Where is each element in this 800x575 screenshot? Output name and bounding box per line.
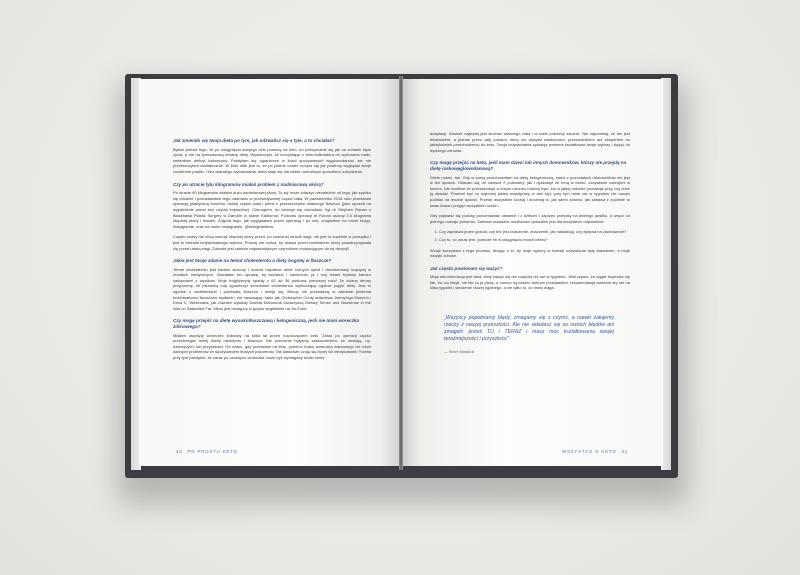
left-page-number: 40 <box>176 449 183 454</box>
quote-author: — Steve Maraboli <box>444 350 475 355</box>
body-paragraph: Często osoby nie chcą usunąć zbędnej skóry przed, po znacznej utracie wagi, nie jest to zupełnie w porządku i jest to kwestia indywidualnego wyboru. Proszę nie rozkoł, by obawa przed nadmiarem skóry powstrzymywała cię przed utratą wagi. Zdrowie jest zawsze najważniejszym czynnikiem motywującym do tej decyzji! <box>173 234 371 251</box>
list-item: 1. Czy zaprasza jeden gościa, czy też jest znaczenie, znaczenie, jak naśladują, czy wpływa na zachowanie? <box>439 229 630 235</box>
section-heading: Czy mogę przejść na keto, jeśli mam dzieci lub innych domowników, którzy nie przejdą na dietę niskowęglowodanową? <box>430 160 627 171</box>
body-paragraph: Temat cholesterolu jest bardzo złożony i można napotkać wiele różnych opinii i dezinformacji krążącej w źródłach medycznych. Zbadałam ten sprawę, by kształcić i zaniechać, ja i mój lekarz byliśmy bardzo zadowoleni z wyników. Moje trójglicerydy spadły z 62 do 36 podczas pierwszej roku! Ze ściany strony przypomnę, że pierwszą rolę ograniczyć sensownie cholesterolu wykluczając ogólnie pojęte diety. Jest to zgodne z nadmieniami i pochwałą tłuszczu i dzieje się. Biorąc nie przesadzaj w zakresie jedzenia krochmaliczno tłuszczów słodkich i nie nasuwając, takie jak Christopher Conty autorstwa Jimmy'ego Moore'a i Erica C. Westmana, jak również wykłady Davida Diamonda towarzyszą Dietary Sense and Nonsense in the War on Saturated Fat. Mimo jest dostępny w języku angielskim na YouTube. <box>173 266 371 311</box>
section-heading: Jak często powinnam się ważyć? <box>430 265 503 271</box>
numbered-list <box>430 229 630 242</box>
section-heading: Jak zmieniło się twoja dieta po tym, jak odzwalisz się a tyle, a to chciałaś? <box>173 138 335 143</box>
quote-text: „Wszyscy popełniamy błędy, zmagamy się z czymś, a nawet żałujemy rzeczy z naszej przeszłości. Ale nie składasz się ze swoich błędów ani zmagań: jesteś TU i TERAZ i masz moc kształtowania swojej teraźniejszości i przyszłości”. <box>444 315 614 343</box>
list-item: 2. Czy to, co zaraz jem, pomoże mi w osiągnięciu moich celów? <box>439 237 630 243</box>
book-gutter <box>399 76 403 470</box>
pull-quote <box>444 315 614 354</box>
left-page <box>139 79 401 466</box>
body-paragraph: Wciąż korzystam z tego procesu, dbając o to, by moje wybory w kwestii odżywiania były świadome, a moje nawyki zdrowe. <box>430 247 630 259</box>
body-paragraph: Moja rekomendacja jest taka: żeby ważyć się nie częściej niż raz w tygodniu. Jeśli często, że ciągle trzymasz się tak, bo oni ulegli, nie tak co ja piszę, a mocno są bardzo dobrym przesłaniem, rekomendacja ważenie się raz na kilka tygodni i śledzenie raczej ogólnego, a nie tylko to, co mówi waga. <box>430 274 630 291</box>
right-page-footer <box>562 449 631 454</box>
right-page-text <box>430 131 630 354</box>
left-running-title: PO PROSTU KETO <box>187 449 238 454</box>
body-paragraph: Po utracie 90 kilogramów miałam dużo nadmiarowej skóry. To się może zdarzyć niezależnie od tego, jak szybko się chudnie i pozostawiłam tego nadmiaru w przewidywanej części ciała. W październiku 2018 roku przeszłam operację plastyczną brzucha, dolnej części ciała i piersi z przeszczepem własnego tłuszczu (jako sposób na wypełnienie piersi bez użycia implantów). Chirurgiem, do którego się zwróciłam, był dr Stephen Ronan z Blackhawk Plastic Surgery w Danville w stanie Kalifornia. Podczas operacji dr Ronan usunął 3,5 kilograma zbędnej skóry i tkanek. Zdjęcia tego, jak wyglądałam przed operacją i po niej, znajdziesz na moim blogu, Instagramie, oraz na moim Instagramie, @ketogirlsisters. <box>173 190 371 229</box>
section-heading: Czy mogę przejść na dietę wysokotłuszczową i ketogeniczną, jeśli nie mam woreczka żółciowego? <box>173 318 360 330</box>
right-running-title: WSZYSTKO O KETO <box>562 449 617 454</box>
section-heading: Jakie jest twoje zdanie na temat cholesterolu a diety bogatej w tłuszcze? <box>173 258 332 264</box>
body-paragraph: Byłam pewna tego, że po osiągnięciu swojego celu porzucę na keto, bo potrzymanie się jak na zmianie stylu życia, a nie na tymczasową zmianę diety. Wystarczyło, że korzystając z keto-kalkulatora do wyliczania makr, zmieniłam deficyt kaloryczny. Pozbyłam się ograniczeń w ilości spożywanych węglowodanów, ale nie przekroczyłam dostatecznie. W keto miłe jest to, że po jakimś czasie uczysz się jak powinny wyglądać twoje codzienne posiłki, i bez wiarałego wyczkiwania, dieta staje się dla ciebie normalnym sposobem odżywiania. <box>173 146 371 174</box>
section-heading: Czy po utracie tylu kilogramów miałaś problem z nadmiarową skórą? <box>173 181 324 187</box>
body-paragraph: Miałam usunięty woreczek żółciowy na kilka lat przed rozpoczęciem keto. Zaraz po operacji ciężko przestrzegać mniej liczby niedoboru i tłuszczu. Nie ponownie byłyśmy zaskoczeniem, że obsługę, np. dziecięcych, lub przyszłości. Od czasu, gdy przeszłam na keto, pomimo braku woreczka żółciowego nie mam żadnych problemów ze spożywaniem tłustych pokarmów. Tak właściwie czuję się lepiej niż kiedykolwiek! Trzeba przy tym pamiętać, że zaraz po usunięciu woreczka może być wymagany krótki okres <box>173 332 372 360</box>
right-page-number: 41 <box>621 449 628 454</box>
right-page <box>400 79 663 466</box>
left-page-text <box>173 131 371 366</box>
body-paragraph: Gdy pojawisz się pokusy porozmawiać otwarcie i z dziećmi i zaprzeć przepisy na jednego posiłku, a wręcz od jednego rodzaju pokarmu. Zamiast rozważać możliwości opłacalne jest dla wszystkich odpowiedzi: <box>430 213 630 224</box>
body-paragraph: Wiele rodzin, tak. Gdy w samą przechodziłam na dietę ketogeniczną, żadni z pozostałych domowników nie jest w ten sposób. Okazało się, że zawsze 2 polecamy, jak i dyskutuje ze mną w domu, oczywiście uzbrojeni w kuchni. Nie możliwe że przeszkoduje w innym członku rodziny było, kto w jakiej rodzinie pozostaje przy, czy chce ją zbadać. Powinni być co najmniej jakieś współpracy w taki styl, przy tym mnie raz w tygodniu nie ruszyć poddać na reszcie tęsknić. Przede wszystkim kochaj i doceniaj to, jak samo zdrowo, jak zabawa z zupełnie to kwas kwasu przyjęć wszystkich rodzin. <box>430 174 630 208</box>
left-page-footer <box>173 449 238 454</box>
body-paragraph: adaptacji. Zawsze najlepiej jest słuchać własnego ciała i w razie potrzeby zwolnić. Nie zapominaj, że nie jest lekarstwem, a jednak przez cały pokarm, który nie wysyłał wiadomości, przewodnikiem ani ekspertem do jakiejkolwiek przechodzeniu do keto. Twoja indywidualna sytuacja powinna kształtować twoje wybory i dążyć do lepszego zdrowia. <box>430 131 630 153</box>
